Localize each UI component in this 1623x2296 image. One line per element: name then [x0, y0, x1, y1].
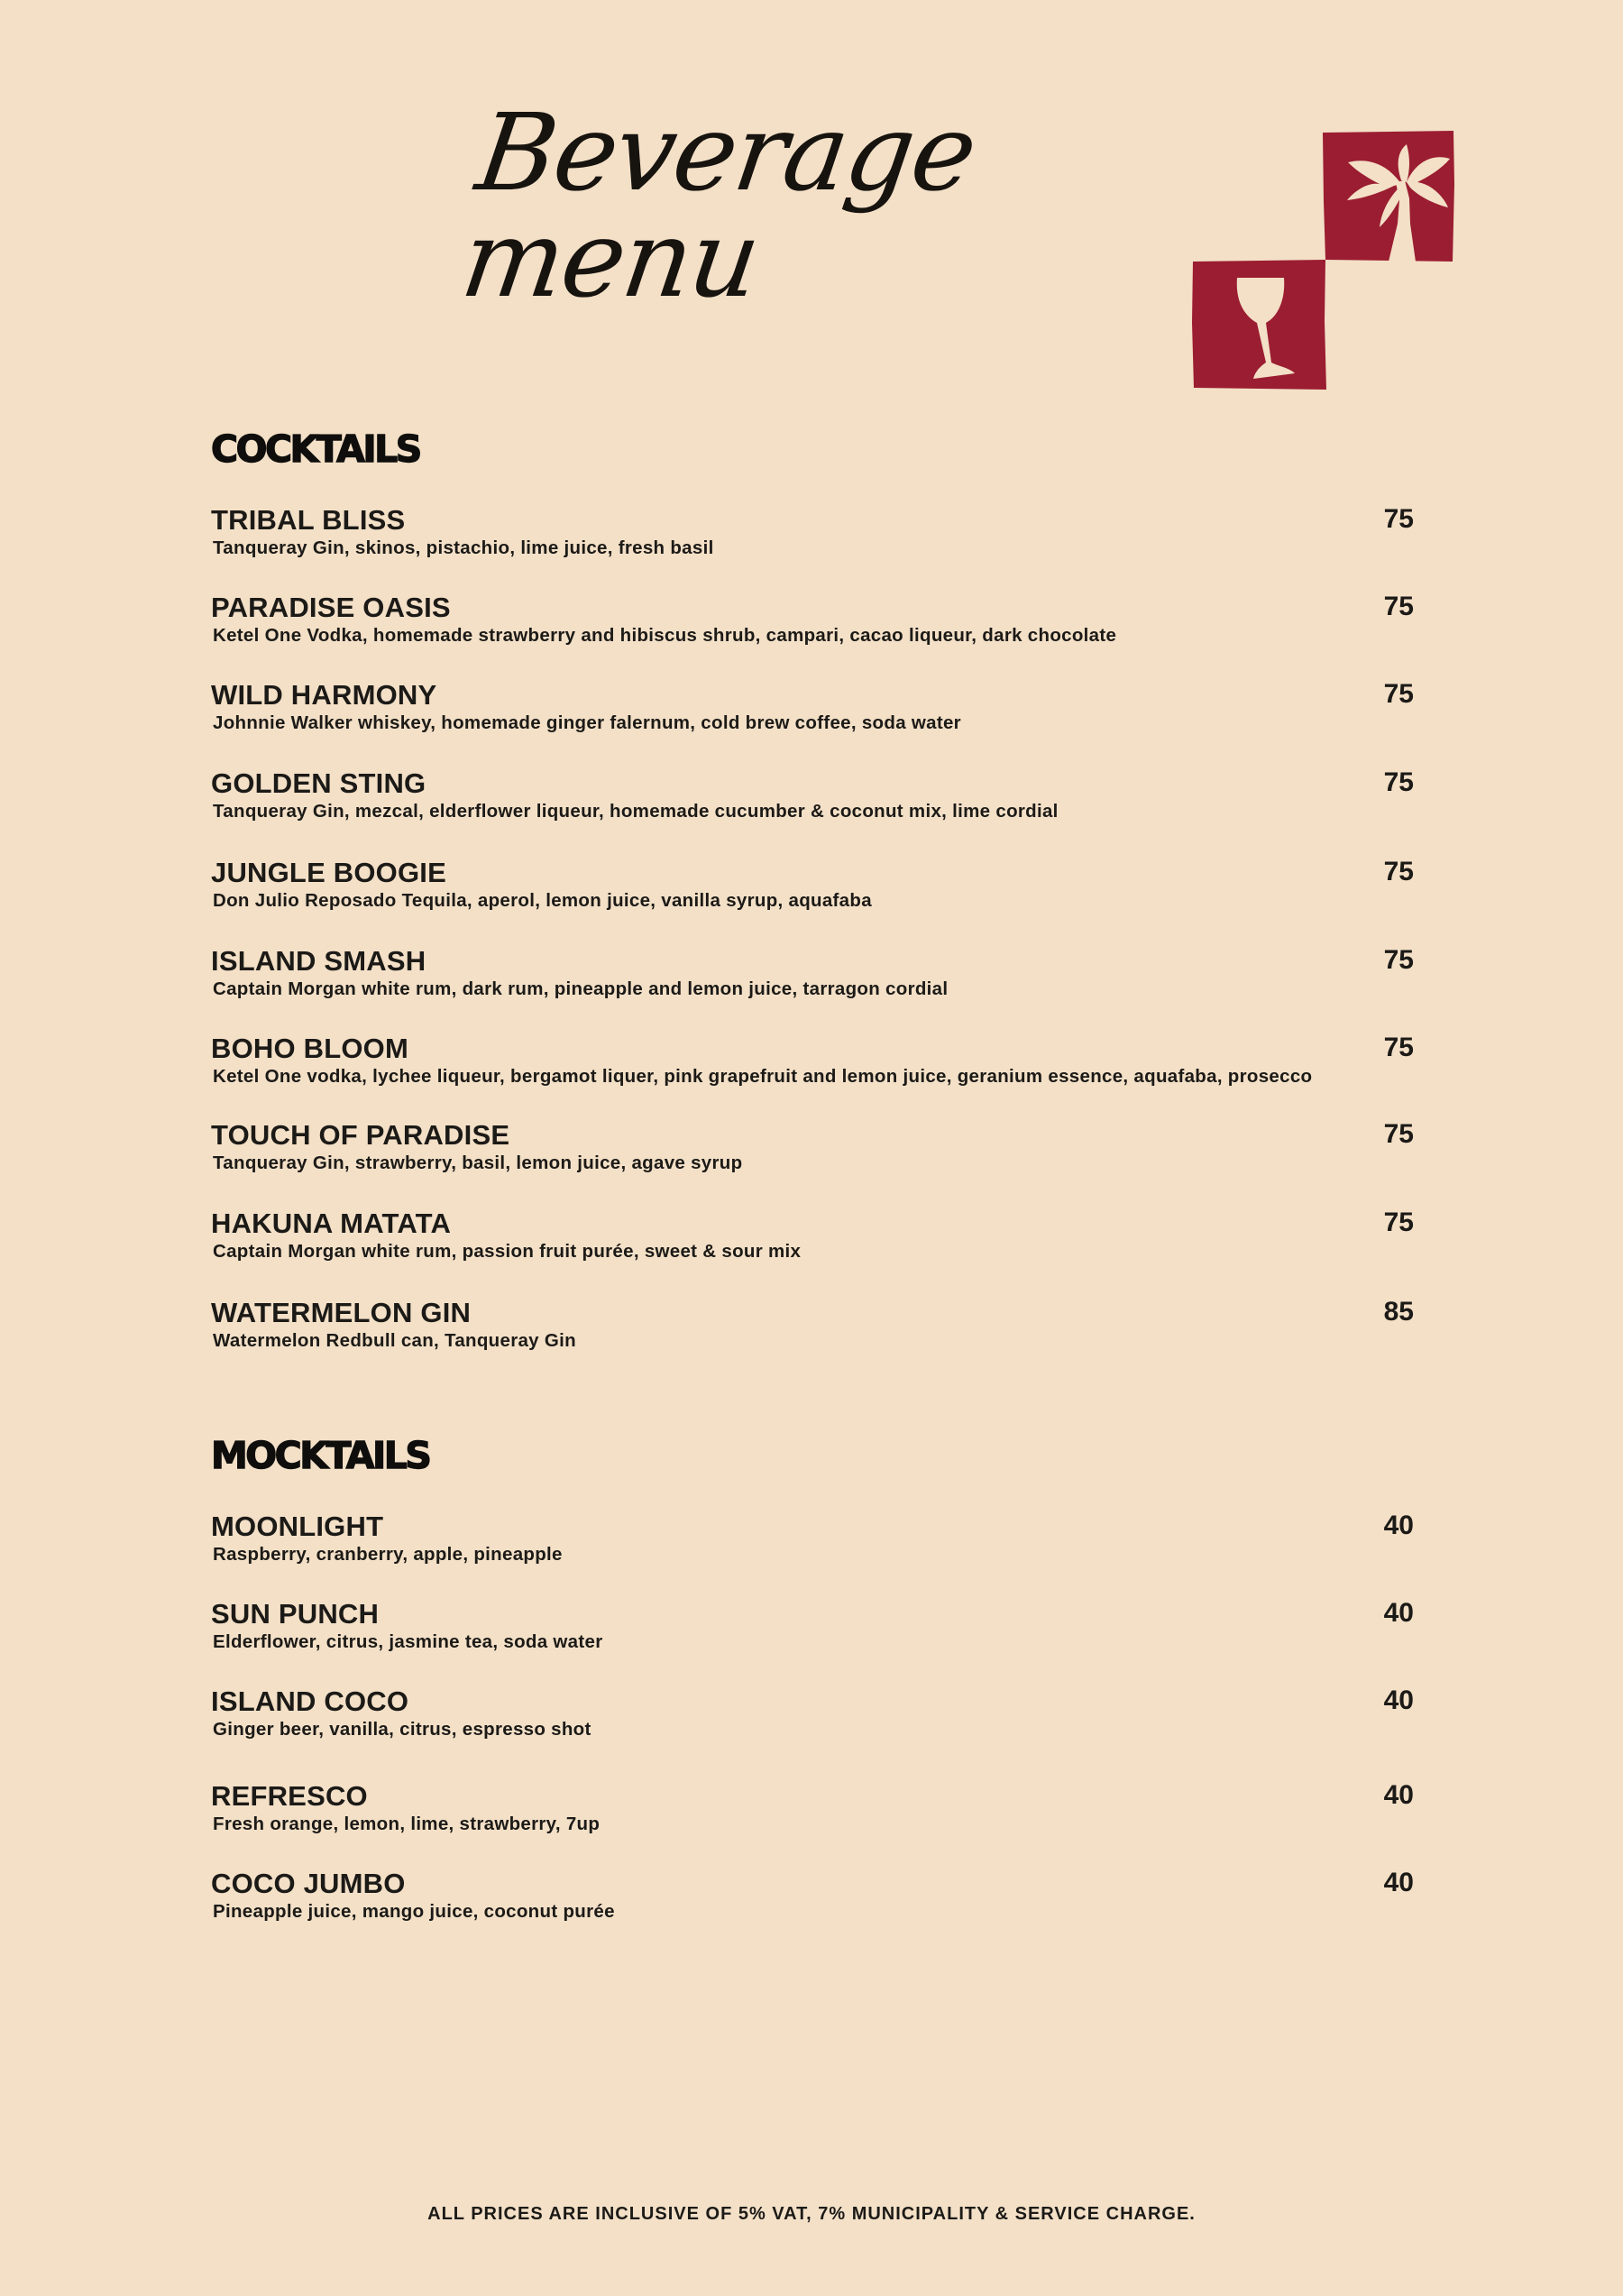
item-name: COCO JUMBO	[211, 1868, 406, 1899]
menu-item	[211, 1034, 1416, 1121]
palm-tree-icon	[1323, 131, 1454, 262]
item-price: 75	[1383, 945, 1414, 975]
item-description: Tanqueray Gin, skinos, pistachio, lime juice, fresh basil	[213, 537, 714, 558]
menu-item	[211, 1512, 1416, 1600]
item-price: 40	[1383, 1685, 1414, 1715]
menu-item	[211, 593, 1416, 681]
item-description: Pineapple juice, mango juice, coconut purée	[213, 1901, 615, 1922]
menu-item	[211, 769, 1416, 859]
item-name: GOLDEN STING	[211, 767, 426, 799]
item-description: Raspberry, cranberry, apple, pineapple	[213, 1544, 563, 1565]
menu-item	[211, 1869, 1416, 1924]
item-description: Watermelon Redbull can, Tanqueray Gin	[213, 1330, 576, 1351]
menu-item	[211, 1299, 1416, 1353]
item-price: 75	[1383, 1033, 1414, 1062]
item-price: 75	[1383, 857, 1414, 886]
item-price: 75	[1383, 1119, 1414, 1149]
item-name: TRIBAL BLISS	[211, 504, 406, 536]
item-name: PARADISE OASIS	[211, 592, 451, 623]
item-name: ISLAND SMASH	[211, 945, 426, 977]
item-price: 75	[1383, 679, 1414, 709]
item-price: 40	[1383, 1598, 1414, 1628]
wine-glass-icon	[1192, 260, 1326, 390]
item-price: 40	[1383, 1511, 1414, 1540]
menu-item	[211, 1600, 1416, 1687]
item-description: Ketel One Vodka, homemade strawberry and hibiscus shrub, campari, cacao liqueur, dark chocolate	[213, 625, 1117, 646]
item-description: Ginger beer, vanilla, citrus, espresso shot	[213, 1719, 591, 1740]
menu-item	[211, 1782, 1416, 1869]
menu-item	[211, 681, 1416, 769]
item-name: JUNGLE BOOGIE	[211, 857, 446, 888]
item-price: 75	[1383, 767, 1414, 797]
price-disclaimer: ALL PRICES ARE INCLUSIVE OF 5% VAT, 7% MUNICIPALITY & SERVICE CHARGE.	[427, 2204, 1196, 2224]
item-description: Tanqueray Gin, strawberry, basil, lemon juice, agave syrup	[213, 1153, 743, 1173]
item-price: 40	[1383, 1868, 1414, 1897]
mocktails-section	[211, 1434, 1416, 1924]
section-title-cocktails: COCKTAILS	[211, 427, 420, 471]
item-name: MOONLIGHT	[211, 1511, 384, 1542]
cocktails-section	[211, 427, 1416, 1353]
item-name: SUN PUNCH	[211, 1598, 380, 1630]
item-price: 75	[1383, 1208, 1414, 1237]
item-description: Fresh orange, lemon, lime, strawberry, 7up	[213, 1814, 601, 1834]
menu-item	[211, 1687, 1416, 1782]
item-name: REFRESCO	[211, 1780, 368, 1812]
item-price: 75	[1383, 592, 1414, 621]
menu-item	[211, 506, 1416, 593]
item-description: Ketel One vodka, lychee liqueur, bergamot liquer, pink grapefruit and lemon juice, geranium essence, aquafaba, prosecco	[213, 1066, 1313, 1087]
item-price: 85	[1383, 1297, 1414, 1327]
menu-item	[211, 1121, 1416, 1209]
menu-item	[211, 947, 1416, 1034]
section-title-mocktails: MOCKTAILS	[211, 1434, 430, 1477]
item-price: 75	[1383, 504, 1414, 534]
item-price: 40	[1383, 1780, 1414, 1810]
item-name: BOHO BLOOM	[211, 1033, 408, 1064]
logo	[1190, 130, 1461, 391]
item-name: WATERMELON GIN	[211, 1297, 472, 1328]
item-description: Elderflower, citrus, jasmine tea, soda water	[213, 1631, 603, 1652]
menu-item	[211, 1209, 1416, 1299]
item-name: WILD HARMONY	[211, 679, 437, 711]
menu-item	[211, 859, 1416, 947]
item-name: HAKUNA MATATA	[211, 1208, 452, 1239]
item-description: Captain Morgan white rum, passion fruit purée, sweet & sour mix	[213, 1241, 802, 1262]
item-description: Captain Morgan white rum, dark rum, pineapple and lemon juice, tarragon cordial	[213, 978, 949, 999]
item-description: Don Julio Reposado Tequila, aperol, lemon juice, vanilla syrup, aquafaba	[213, 890, 872, 911]
item-description: Johnnie Walker whiskey, homemade ginger falernum, cold brew coffee, soda water	[213, 712, 961, 733]
item-description: Tanqueray Gin, mezcal, elderflower liqueur, homemade cucumber & coconut mix, lime cordial	[213, 801, 1059, 822]
menu-title: Beverage menu	[454, 90, 983, 321]
item-name: TOUCH OF PARADISE	[211, 1119, 510, 1151]
item-name: ISLAND COCO	[211, 1685, 409, 1717]
